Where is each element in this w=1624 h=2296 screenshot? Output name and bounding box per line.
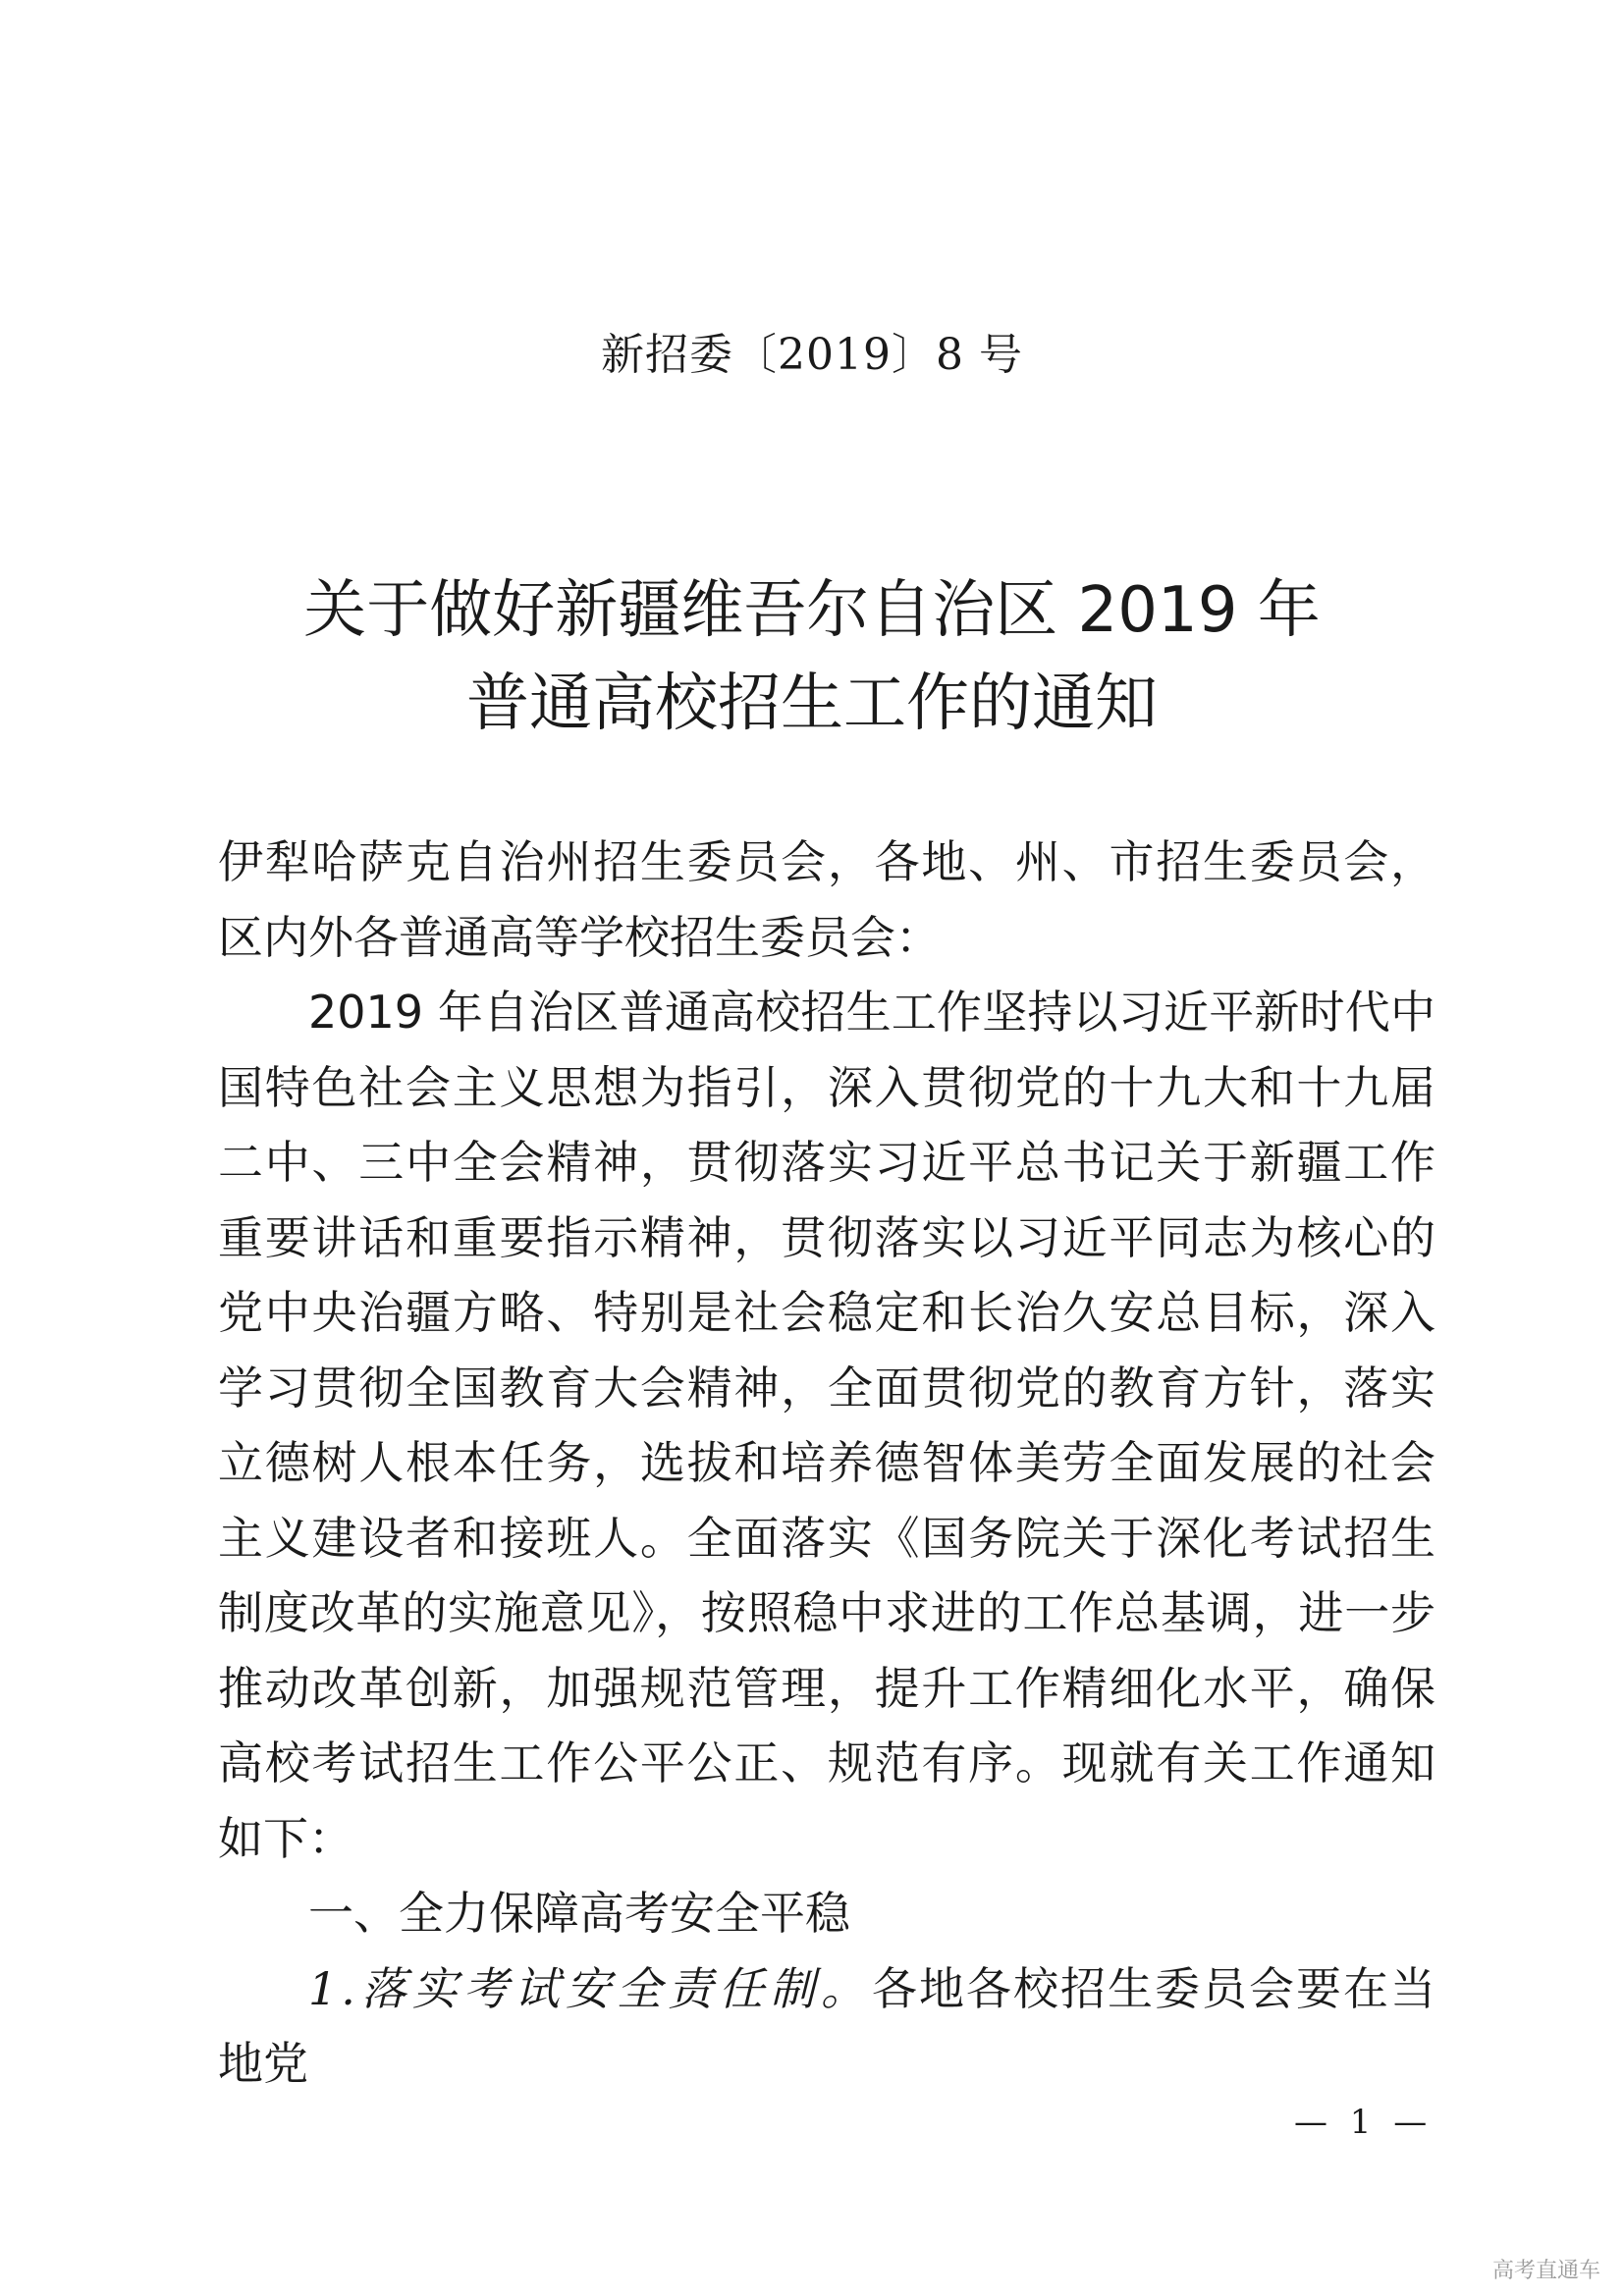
title-line-1: 关于做好新疆维吾尔自治区 2019 年 [303,574,1321,647]
document-number: 新招委〔2019〕8 号 [601,330,1023,380]
page-number: — 1 — [1294,2103,1434,2142]
intro-paragraph: 2019 年自治区普通高校招生工作坚持以习近平新时代中国特色社会主义思想为指引，深入贯彻党的十九大和十九届二中、三中全会精神，贯彻落实习近平总书记关于新疆工作重要讲话和重要指示精神，贯彻落实以习近平同志为核心的党中央治疆方略、特别是社会稳定和长治久安总目标，深入学习贯彻全国教育大会精神，全面贯彻党的教育方针，落实立德树人根本任务，选拔和培养德智体美劳全面发展的社会主义建设者和接班人。全面落实《国务院关于深化考试招生制度改革的实施意见》，按照稳中求进的工作总基调，进一步推动改革创新，加强规范管理，提升工作精细化水平，确保高校考试招生工作公平公正、规范有序。现就有关工作通知如下： [218,986,1435,1865]
watermark: 高考直通车 [1492,2259,1601,2283]
addressee: 伊犁哈萨克自治州招生委员会，各地、州、市招生委员会，区内外各普通高等学校招生委员会： [218,835,1435,964]
title-line-2: 普通高校招生工作的通知 [466,667,1158,740]
document-body [218,825,1435,2102]
document-title [0,564,1624,751]
item-1 [218,1951,1435,2102]
item-1-text: 各地各校招生委员会要在当地党 [218,1961,1436,2090]
section-heading-1: 一、全力保障高考安全平稳 [308,1887,850,1940]
item-1-lead: 1.落实考试安全责任制。 [308,1961,872,2015]
